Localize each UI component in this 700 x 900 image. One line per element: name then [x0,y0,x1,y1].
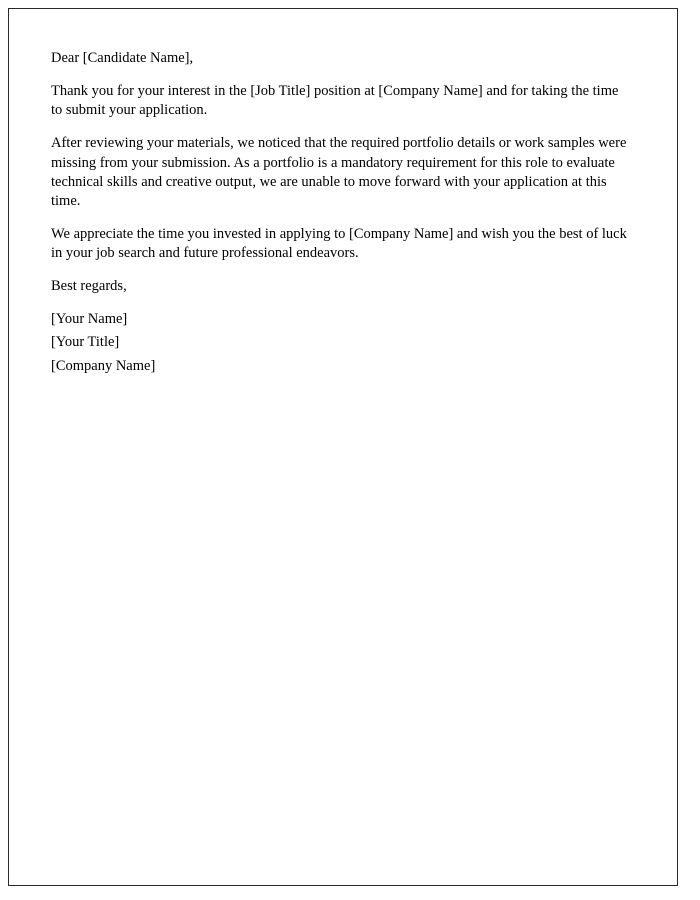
paragraph-thank-you: Thank you for your interest in the [Job Title] position at [Company Name] and for taking the time to submit your application. [51,83,619,119]
closing: Best regards, [51,278,127,295]
paragraph-well-wishes: We appreciate the time you invested in applying to [Company Name] and wish you the best of luck in your job search and future professional endeavors. [51,225,627,261]
salutation: Dear [Candidate Name], [51,50,194,66]
signature-title: [Your Title] [51,334,120,351]
letter-body [9,9,677,380]
signature-company: [Company Name] [51,357,156,374]
signature-name: [Your Name] [51,311,128,328]
letter-document [8,8,678,886]
paragraph-rejection-reason: After reviewing your materials, we noticed that the required portfolio details or work samples were missing from your submission. As a portfolio is a mandatory requirement for this role to evaluate technical skills and creative output, we are unable to move forward with your application at this time. [51,135,627,209]
signature-block [51,310,632,379]
